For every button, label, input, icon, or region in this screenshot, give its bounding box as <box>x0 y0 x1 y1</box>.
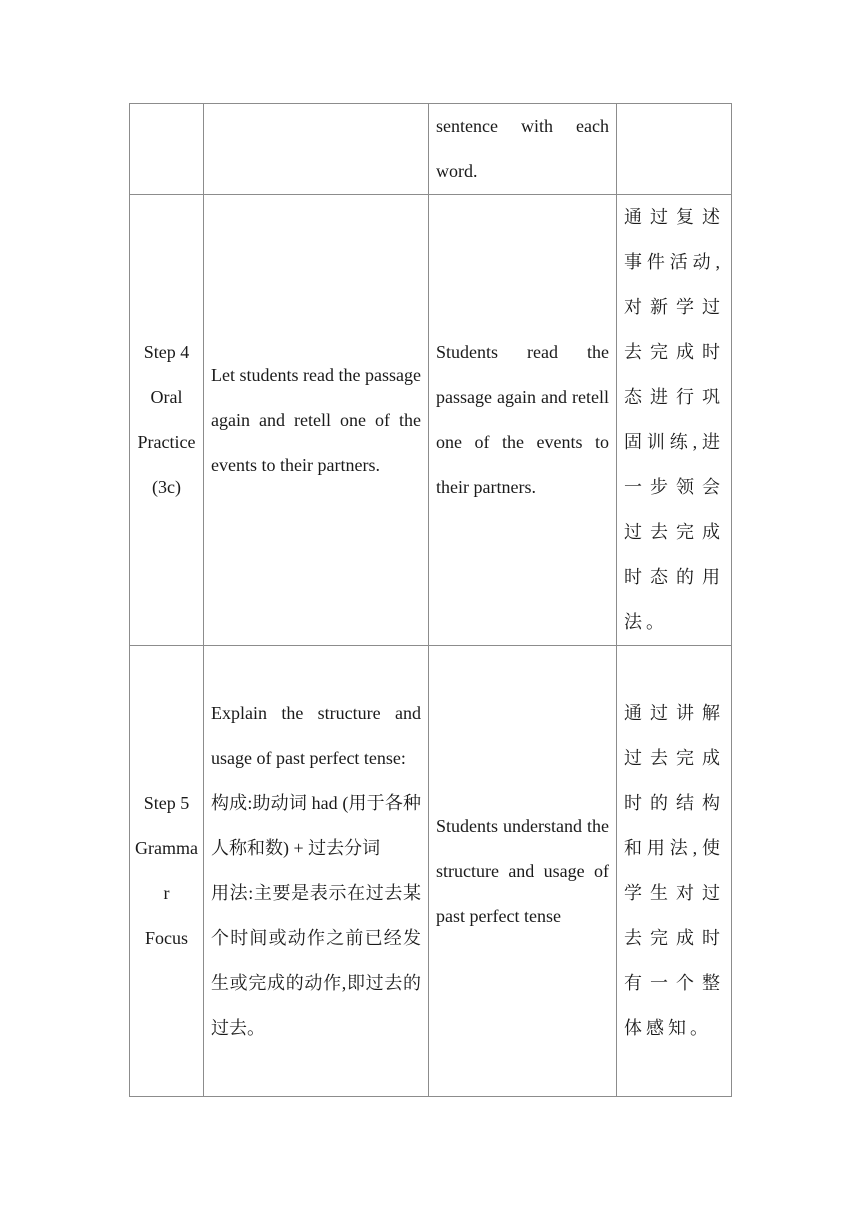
teacher-activity-text: Let students read the passage again and retell one of the events to their partners. <box>211 364 421 475</box>
teacher-activity-text: Explain the structure and usage of past perfect tense: <box>211 703 421 768</box>
teacher-activity-cell <box>204 646 429 1097</box>
purpose-text: 通过讲解过去完成时的结构和用法,使学生对过去完成时有一个整体感知。 <box>624 703 724 1038</box>
step-cell <box>130 195 204 646</box>
teacher-activity-cell <box>204 195 429 646</box>
purpose-text: 通过复述事件活动,对新学过去完成时态进行巩固训练,进一步领会过去完成时态的用法。 <box>624 207 724 632</box>
structure-text: 构成:助动词 had (用于各种人称和数) + 过去分词 <box>211 793 421 858</box>
usage-text: 用法:主要是表示在过去某个时间或动作之前已经发生或完成的动作,即过去的过去。 <box>211 883 421 1038</box>
student-activity-cell <box>429 195 617 646</box>
step-cell <box>130 104 204 195</box>
student-activity-cell <box>429 104 617 195</box>
teacher-activity-cell <box>204 104 429 195</box>
student-activity-text: Students understand the structure and usage of past perfect tense <box>436 815 609 926</box>
table-row <box>130 104 732 195</box>
student-activity-cell <box>429 646 617 1097</box>
lesson-plan-table <box>129 103 732 1097</box>
purpose-cell <box>617 195 732 646</box>
step-cell <box>130 646 204 1097</box>
step-label: Step 4 Oral Practice (3c) <box>137 342 196 497</box>
table-row <box>130 195 732 646</box>
student-activity-text: sentence with each word. <box>436 116 609 181</box>
purpose-cell <box>617 646 732 1097</box>
student-activity-text: Students read the passage again and retell one of the events to their partners. <box>436 342 609 497</box>
table-row <box>130 646 732 1097</box>
step-label: Step 5 Gramma r Focus <box>135 793 198 948</box>
purpose-cell <box>617 104 732 195</box>
